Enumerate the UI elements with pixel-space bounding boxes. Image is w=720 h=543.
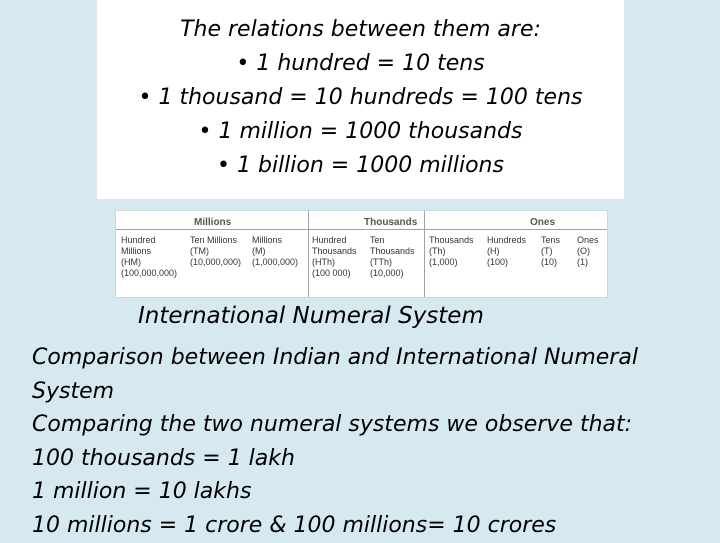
relation-item-thousand: • 1 thousand = 10 hundreds = 100 tens — [138, 85, 583, 110]
place-value-table — [115, 210, 608, 298]
col-hundred-thousands: Hundred Thousands (HTh) (100 000) — [312, 235, 357, 278]
comparison-fact-lakh: 100 thousands = 1 lakh — [32, 445, 295, 471]
group-thousands: Thousands — [364, 217, 418, 228]
table-divider — [424, 211, 425, 297]
col-ones: Ones (O) (1) — [577, 235, 599, 267]
col-ten-millions: Ten Millions (TM) (10,000,000) — [190, 235, 242, 267]
col-ten-thousands: Ten Thousands (TTh) (10,000) — [370, 235, 415, 278]
col-thousands: Thousands (Th) (1,000) — [429, 235, 474, 267]
relations-box — [97, 0, 624, 199]
comparison-fact-lakhs: 1 million = 10 lakhs — [32, 479, 252, 505]
table-header-divider — [116, 229, 607, 230]
comparison-heading-cont: System — [32, 378, 115, 404]
group-millions: Millions — [194, 217, 232, 228]
relation-item-hundred: • 1 hundred = 10 tens — [236, 51, 485, 76]
comparison-intro: Comparing the two numeral systems we observe that: — [32, 412, 633, 438]
col-millions: Millions (M) (1,000,000) — [252, 235, 299, 267]
col-hundreds: Hundreds (H) (100) — [487, 235, 527, 267]
table-caption: International Numeral System — [138, 303, 484, 329]
col-tens: Tens (T) (10) — [541, 235, 561, 267]
relation-item-billion: • 1 billion = 1000 millions — [217, 153, 504, 178]
relation-item-million: • 1 million = 1000 thousands — [198, 119, 523, 144]
col-hundred-millions: Hundred Millions (HM) (100,000,000) — [121, 235, 178, 278]
relations-heading: The relations between them are: — [180, 17, 541, 42]
comparison-heading: Comparison between Indian and International Numeral — [32, 345, 638, 370]
comparison-fact-crore: 10 millions = 1 crore & 100 millions= 10 crores — [32, 512, 557, 538]
group-ones: Ones — [530, 217, 556, 228]
comparison-text — [32, 341, 712, 543]
table-divider — [308, 211, 309, 297]
